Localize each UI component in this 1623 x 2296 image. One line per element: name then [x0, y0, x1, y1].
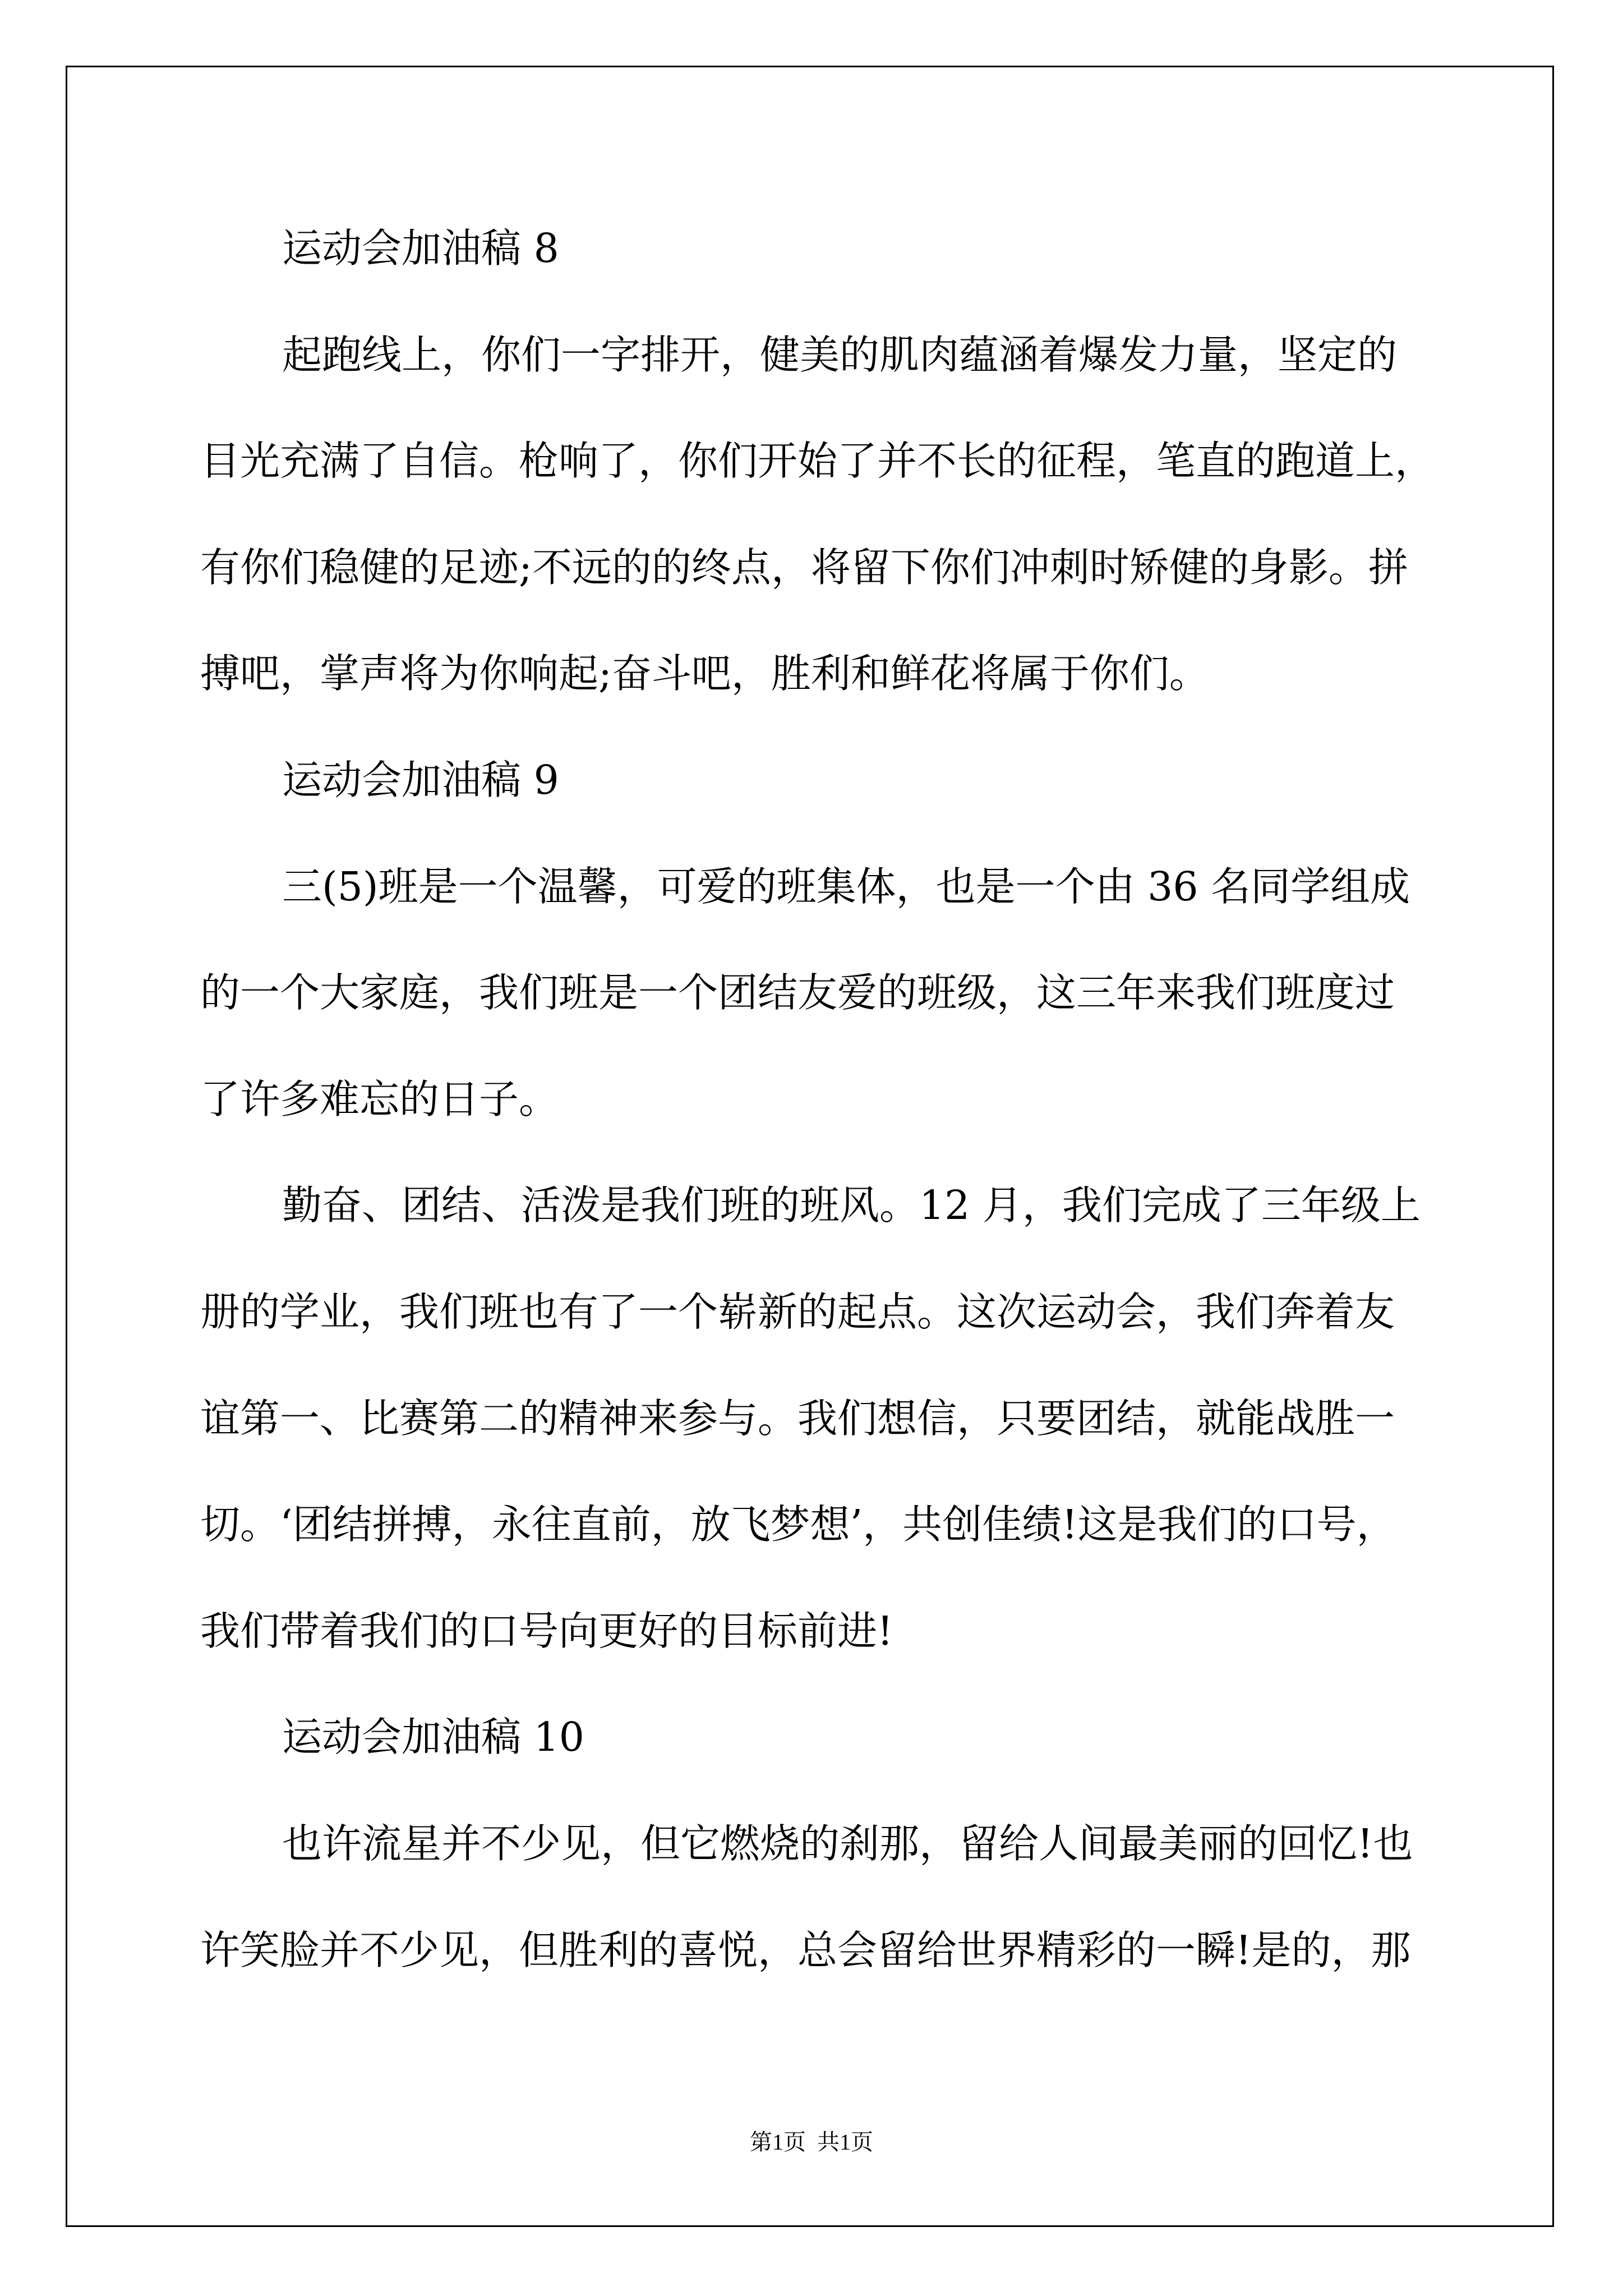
paragraph-line: 起跑线上，你们一字排开，健美的肌肉蕴涵着爆发力量，坚定的 [282, 331, 1398, 378]
paragraph-line: 了许多难忘的日子。 [200, 1075, 559, 1122]
paragraph-line: 许笑脸并不少见，但胜利的喜悦，总会留给世界精彩的一瞬!是的，那 [200, 1926, 1411, 1973]
paragraph-line: 我们带着我们的口号向更好的目标前进! [200, 1607, 893, 1654]
paragraph-line: 的一个大家庭，我们班是一个团结友爱的班级，这三年来我们班度过 [200, 969, 1395, 1016]
section-heading: 运动会加油稿 10 [282, 1714, 584, 1761]
paragraph-line: 切。‘团结拼搏，永往直前，放飞梦想’，共创佳绩!这是我们的口号， [200, 1501, 1396, 1548]
paragraph-line: 勤奋、团结、活泼是我们班的班风。12 月，我们完成了三年级上 [282, 1182, 1421, 1229]
paragraph-line: 谊第一、比赛第二的精神来参与。我们想信，只要团结，就能战胜一 [200, 1395, 1395, 1442]
section-heading: 运动会加油稿 8 [282, 225, 559, 272]
paragraph-line: 三(5)班是一个温馨，可爱的班集体，也是一个由 36 名同学组成 [282, 863, 1410, 910]
paragraph-line: 目光充满了自信。枪响了，你们开始了并不长的征程，笔直的跑道上， [200, 438, 1435, 485]
section-heading: 运动会加油稿 9 [282, 756, 559, 803]
page-footer: 第1页 共1页 [750, 2129, 873, 2155]
paragraph-line: 也许流星并不少见，但它燃烧的刹那，留给人间最美丽的回忆!也 [282, 1820, 1413, 1867]
paragraph-line: 有你们稳健的足迹;不远的的终点，将留下你们冲刺时矫健的身影。拼 [200, 544, 1408, 591]
paragraph-line: 搏吧，掌声将为你响起;奋斗吧，胜利和鲜花将属于你们。 [200, 650, 1209, 697]
document-body [200, 195, 1507, 2003]
paragraph-line: 册的学业，我们班也有了一个崭新的起点。这次运动会，我们奔着友 [200, 1288, 1395, 1335]
